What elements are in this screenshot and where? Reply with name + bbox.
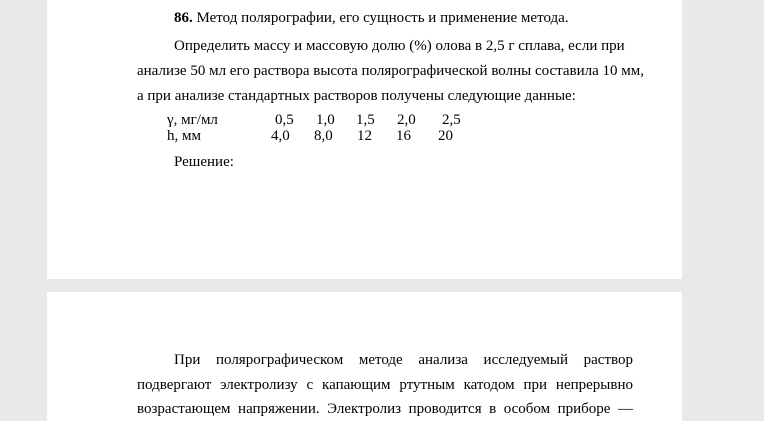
answer-page [47, 292, 682, 421]
task-heading [174, 9, 569, 27]
answer-line-1: При полярографическом методе анализа исследуемый раствор [174, 352, 633, 368]
cell-gamma-5: 2,5 [442, 112, 461, 128]
answer-paragraph [137, 348, 633, 421]
solution-label: Решение: [174, 154, 234, 170]
cell-gamma-4: 2,0 [397, 112, 416, 128]
row-label-gamma: γ, мг/мл [167, 112, 218, 128]
answer-line-2: подвергают электролизу с капающим ртутным катодом при непрерывно [137, 376, 633, 393]
answer-line-3: возрастающем напряжении. Электролиз проводится в особом приборе — [137, 401, 633, 417]
cell-gamma-3: 1,5 [356, 112, 375, 128]
task-number: 86. [174, 10, 193, 26]
cell-height-2: 8,0 [314, 128, 333, 144]
row-label-height: h, мм [167, 128, 201, 144]
cell-gamma-1: 0,5 [275, 112, 294, 128]
cell-height-1: 4,0 [271, 128, 290, 144]
task-title: Метод полярографии, его сущность и применение метода. [192, 10, 569, 26]
cell-height-3: 12 [357, 128, 372, 144]
task-text-line-1: Определить массу и массовую долю (%) олова в 2,5 г сплава, если при [174, 38, 625, 54]
cell-height-4: 16 [396, 128, 411, 144]
cell-height-5: 20 [438, 128, 453, 144]
task-page [47, 0, 682, 279]
cell-gamma-2: 1,0 [316, 112, 335, 128]
task-text-line-2: анализе 50 мл его раствора высота полярографической волны составила 10 мм, [137, 63, 645, 79]
task-text-line-3: а при анализе стандартных растворов получены следующие данные: [137, 88, 576, 104]
